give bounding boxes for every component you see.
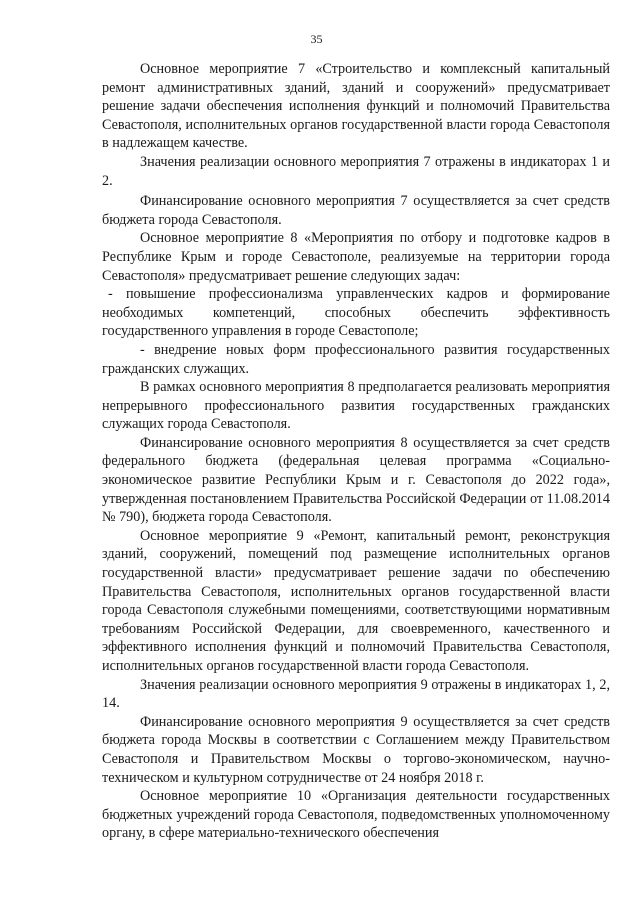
- paragraph: Финансирование основного мероприятия 9 осуществляется за счет средств бюджета города Москвы в соответствии с Соглашением между Правительством Севастополя и Правительством Москвы о торгово-экономическом, научно-техническом и культурном сотрудничестве от 24 ноября 2018 г.: [102, 713, 610, 786]
- paragraph: Значения реализации основного мероприятия 9 отражены в индикаторах 1, 2, 14.: [102, 676, 610, 712]
- paragraph: Основное мероприятие 9 «Ремонт, капитальный ремонт, реконструкция зданий, сооружений, помещений под размещение исполнительных органов государственной власти» предусматривает решение задачи по обеспечению Правительства Севастополя, исполнительных органов государственной власти города Севастополя служебными помещениями, соответствующими нормативным требованиям Российской Федерации, для своевременного, качественного и эффективного исполнения функций и полномочий Правительства Севастополя, исполнительных органов государственной власти города Севастополя.: [102, 527, 610, 674]
- paragraph: Основное мероприятие 7 «Строительство и комплексный капитальный ремонт административных зданий, зданий и сооружений» предусматривает решение задачи обеспечения исполнения функций и полномочий Правительства Севастополя, исполнительных органов государственной власти города Севастополя в надлежащем качестве.: [102, 61, 610, 152]
- bullet-item: - внедрение новых форм профессионального развития государственных гражданских служащих.: [102, 341, 610, 377]
- document-body: [102, 60, 610, 843]
- paragraph: Финансирование основного мероприятия 8 осуществляется за счет средств федерального бюджета (федеральная целевая программа «Социально-экономическое развитие Республики Крым и г. Севастополя до 2022 года», утвержденная постановлением Правительства Российской Федерации от 11.08.2014 № 790), бюджета города Севастополя.: [102, 434, 610, 526]
- bullet-item: - повышение профессионализма управленческих кадров и формирование необходимых компетенций, способных обеспечить эффективность государственного управления в городе Севастополе;: [102, 286, 610, 340]
- paragraph: В рамках основного мероприятия 8 предполагается реализовать мероприятия непрерывного профессионального развития государственных гражданских служащих города Севастополя.: [102, 379, 610, 433]
- paragraph: Основное мероприятие 8 «Мероприятия по отбору и подготовке кадров в Республике Крым и городе Севастополе, реализуемые на территории города Севастополя» предусматривает решение следующих задач:: [102, 230, 610, 284]
- paragraph: Основное мероприятие 10 «Организация деятельности государственных бюджетных учреждений города Севастополя, подведомственных уполномоченному органу, в сфере материально-технического обеспечения: [102, 788, 610, 842]
- page-number: 35: [310, 32, 323, 46]
- paragraph: Значения реализации основного мероприятия 7 отражены в индикаторах 1 и 2.: [102, 153, 610, 189]
- paragraph: Финансирование основного мероприятия 7 осуществляется за счет средств бюджета города Севастополя.: [102, 193, 610, 228]
